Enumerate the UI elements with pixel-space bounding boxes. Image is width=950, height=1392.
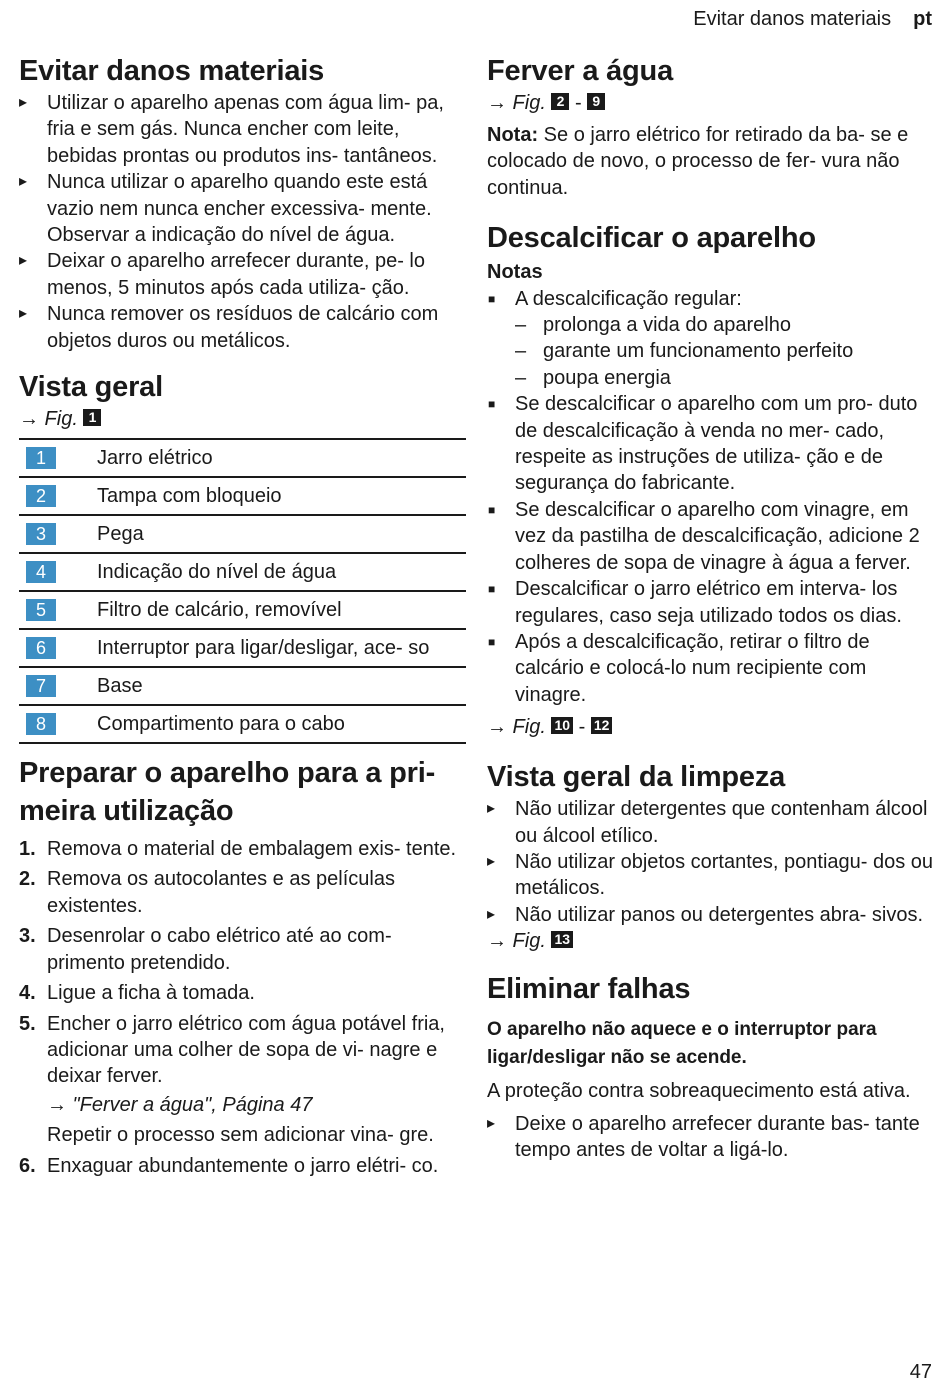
fig-reference [487,714,937,740]
heading-eliminar-falhas: Eliminar falhas [487,973,691,1006]
part-number-badge: 4 [26,561,56,583]
note-label: Nota: [487,124,539,146]
list-item: ■ Após a descalcificação, retirar o filtro de calcário e colocá-lo num recipiente com vinagre. [487,629,937,708]
page-number: 47 [909,1361,932,1383]
list-item: ▸ Nunca remover os resíduos de calcário com objetos duros ou metálicos. [19,301,467,354]
header-section-title: Evitar danos materiais [693,8,892,30]
fig-prefix: → Fig. [19,408,78,431]
setup-steps [19,836,467,1179]
step-text: Remova o material de embalagem exis- tente. [47,838,457,861]
list-item: ▸ Deixar o aparelho arrefecer durante, pe- lo menos, 5 minutos após cada utiliza- ção. [19,248,467,301]
part-label: Filtro de calcário, removível [97,591,466,629]
list-item [19,980,467,1006]
part-label: Tampa com bloqueio [97,477,466,515]
list-item: ■ Descalcificar o jarro elétrico em interva- los regulares, caso seja utilizado todos os dias. [487,576,937,629]
fig-reference [487,90,937,116]
list-item: ▸ Não utilizar panos ou detergentes abra- sivos. [487,902,937,928]
table-row [19,515,466,553]
sub-list-item: – garante um funcionamento perfeito [487,338,937,364]
fig-number-badge: 2 [551,93,569,110]
list-item: ▸ Nunca utilizar o aparelho quando este está vazio nem nunca encher excessiva- mente. Observar a indicação do nível de água. [19,169,467,248]
part-label: Compartimento para o cabo [97,705,466,743]
step-text: Ligue a ficha à tomada. [47,982,255,1005]
heading-evitar-danos: Evitar danos materiais [19,55,325,87]
fig-number-badge: 13 [551,931,573,948]
fig-number-badge: 10 [551,717,573,734]
table-row [19,591,466,629]
fig-prefix: → Fig. [487,92,546,114]
step-number: 1. [19,838,36,861]
step-note: Repetir o processo sem adicionar vina- gre. [47,1124,434,1147]
fig-reference [487,928,937,954]
list-item [19,923,467,976]
heading-vista-limpeza: Vista geral da limpeza [487,761,786,794]
fig-separator: - [575,92,582,114]
heading-ferver-agua: Ferver a água [487,55,673,87]
table-row [19,705,466,743]
running-header [693,8,932,31]
part-label: Interruptor para ligar/desligar, ace- so [97,629,466,667]
step-text: Enxaguar abundantemente o jarro elétri- co. [47,1154,439,1177]
part-label: Indicação do nível de água [97,553,466,591]
step-text: Encher o jarro elétrico com água potável fria, adicionar uma colher de sopa de vi- nagre e deixar ferver. [47,1012,445,1088]
part-number-badge: 5 [26,599,56,621]
fault-cause: A proteção contra sobreaquecimento está ativa. [487,1080,911,1103]
step-number: 4. [19,982,36,1005]
fig-separator: - [578,716,586,739]
fig-prefix: → Fig. [487,930,546,953]
table-row [19,477,466,515]
header-language-code: pt [913,8,932,30]
step-number: 6. [19,1154,36,1177]
cleaning-list [487,796,937,928]
part-label: Jarro elétrico [97,439,466,477]
list-item: ▸ Deixe o aparelho arrefecer durante bas- tante tempo antes de voltar a ligá-lo. [487,1111,937,1164]
descale-notes [487,286,937,709]
list-item [19,1153,467,1179]
fault-remedy-list [487,1111,937,1164]
heading-vista-geral: Vista geral [19,371,163,404]
overview-table [19,438,466,744]
fault-subheading: O aparelho não aquece e o interruptor para ligar/desligar não se acende. [487,1019,877,1069]
table-row [19,439,466,477]
part-number-badge: 8 [26,713,56,735]
fig-reference [19,406,467,432]
heading-descalcificar: Descalcificar o aparelho [487,222,816,255]
note-paragraph [487,122,937,201]
list-item [19,1011,467,1149]
part-number-badge: 3 [26,523,56,545]
note-text: Se o jarro elétrico for retirado da ba- se e colocado de novo, o processo de fer- vura não continua. [487,124,909,199]
table-row [19,629,466,667]
fig-number-badge: 12 [591,717,613,734]
left-column [19,52,467,1179]
list-item: ▸ Não utilizar objetos cortantes, pontiagu- dos ou metálicos. [487,849,937,902]
fig-number-badge: 9 [587,93,605,110]
right-column [487,52,937,1163]
heading-preparar-aparelho: Preparar o aparelho para a pri- meira utilização [19,757,436,828]
table-row [19,553,466,591]
step-text: Desenrolar o cabo elétrico até ao com- primento pretendido. [47,925,392,974]
list-item [19,836,467,862]
step-number: 2. [19,868,36,891]
step-number: 5. [19,1012,36,1035]
part-number-badge: 2 [26,485,56,507]
danos-list [19,90,467,354]
step-text: Remova os autocolantes e as películas existentes. [47,868,395,917]
table-row [19,667,466,705]
part-label: Base [97,667,466,705]
list-item: ▸ Não utilizar detergentes que contenham álcool ou álcool etílico. [487,796,937,849]
part-number-badge: 1 [26,447,56,469]
fig-number-badge: 1 [83,409,101,426]
list-item: ■ Se descalcificar o aparelho com vinagre, em vez da pastilha de descalcificação, adicione 2 colheres de sopa de vinagre à água a ferver. [487,497,937,576]
notes-label: Notas [487,261,543,284]
part-label: Pega [97,515,466,553]
sub-list-item: – poupa energia [487,365,937,391]
fig-prefix: → Fig. [487,716,546,739]
sub-list-item: – prolonga a vida do aparelho [487,312,937,338]
step-number: 3. [19,925,36,948]
part-number-badge: 7 [26,675,56,697]
list-item: ▸ Utilizar o aparelho apenas com água lim- pa, fria e sem gás. Nunca encher com leite, bebidas prontas ou produtos ins- tantâneos. [19,90,467,169]
list-item: ■ A descalcificação regular: [487,286,937,312]
list-item: ■ Se descalcificar o aparelho com um pro- duto de descalcificação à venda no mer- cado, respeite as instruções de utiliza- ção e de segurança do fabricante. [487,391,937,497]
cross-reference-link[interactable]: → "Ferver a água", Página 47 [47,1093,313,1116]
part-number-badge: 6 [26,637,56,659]
list-item [19,866,467,919]
